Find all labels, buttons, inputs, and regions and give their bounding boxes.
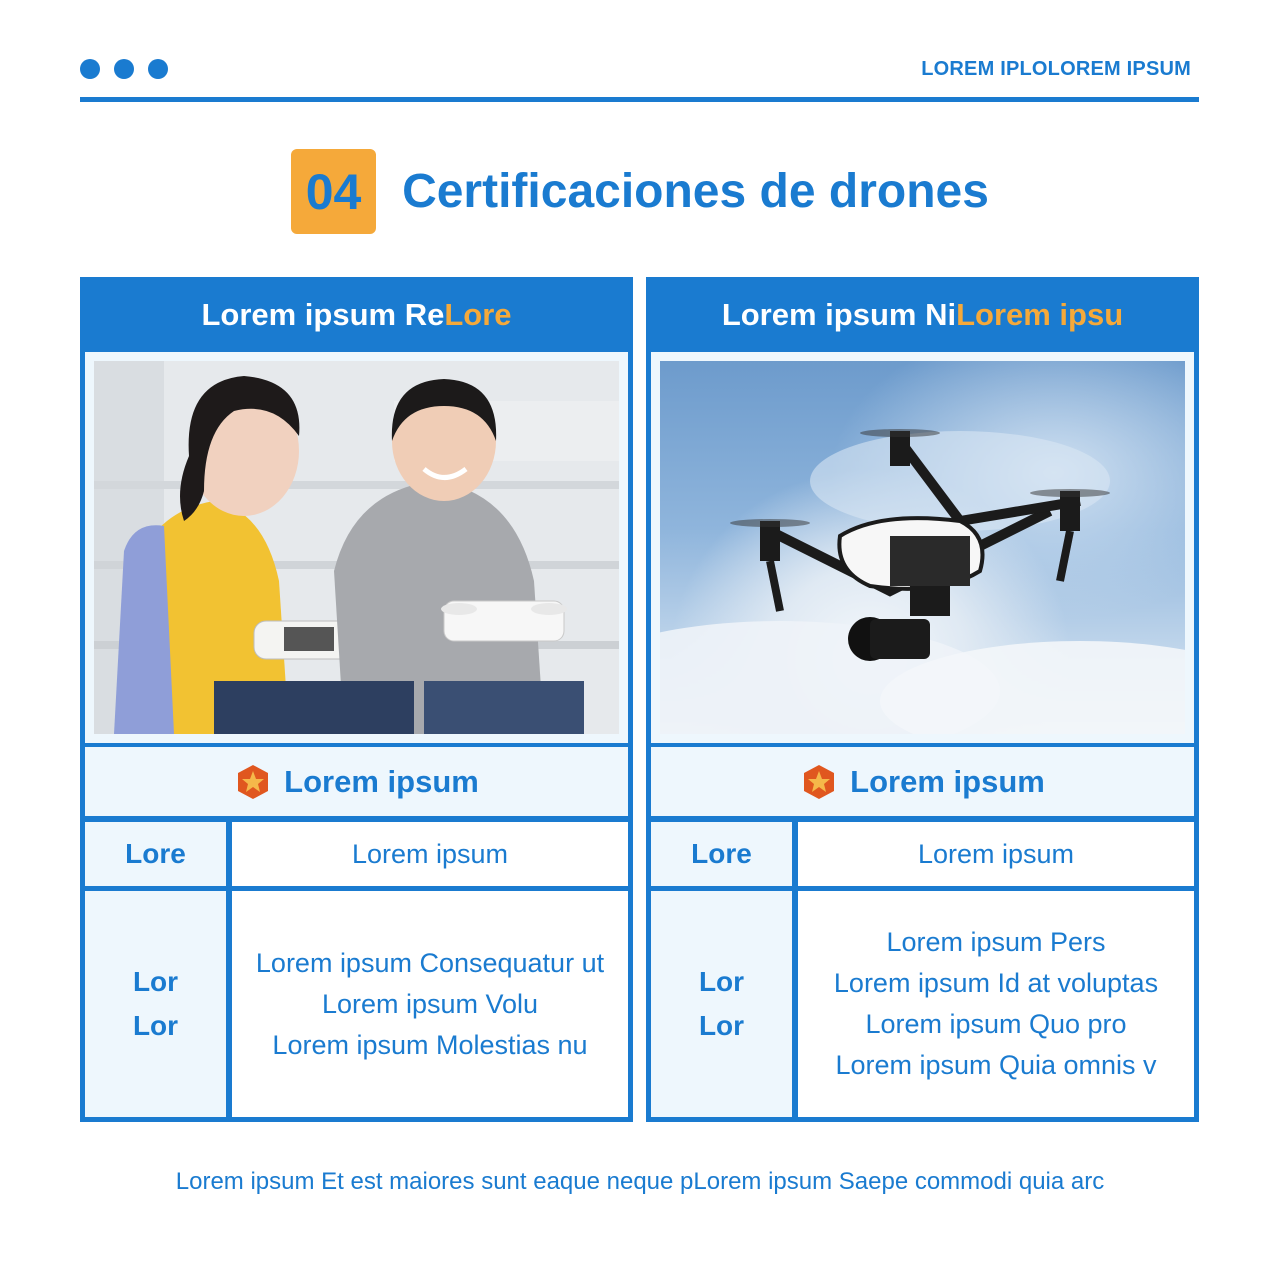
photo-illustration bbox=[660, 361, 1185, 734]
label-line: Lor bbox=[132, 1010, 179, 1041]
card-subheader bbox=[85, 747, 628, 816]
table-value-cell bbox=[232, 891, 628, 1117]
value-line: Lorem ipsum Molestias nu bbox=[272, 1029, 588, 1060]
dot-icon bbox=[114, 59, 134, 79]
table-value-cell bbox=[798, 822, 1194, 886]
page-title: Certificaciones de drones bbox=[402, 165, 989, 218]
table-label-cell bbox=[651, 891, 792, 1117]
card-header-main: Lorem ipsum Ni bbox=[721, 296, 957, 332]
photo-frame bbox=[85, 352, 628, 743]
photo-frame bbox=[651, 352, 1194, 743]
certification-card-right bbox=[646, 277, 1199, 1122]
label-line: Lor bbox=[698, 1010, 745, 1041]
card-header-accent: Lore bbox=[444, 296, 512, 332]
card-subheader-title: Lorem ipsum bbox=[850, 763, 1045, 799]
card-header-main: Lorem ipsum Re bbox=[201, 296, 445, 332]
label-line: Lore bbox=[691, 838, 752, 869]
card-subheader bbox=[651, 747, 1194, 816]
star-badge-icon bbox=[800, 763, 838, 801]
drone-in-sky-photo bbox=[660, 361, 1185, 734]
value-line: Lorem ipsum Pers bbox=[886, 927, 1106, 957]
title-row bbox=[0, 149, 1280, 234]
star-badge-icon bbox=[234, 763, 272, 801]
table-label-cell bbox=[85, 822, 226, 886]
section-number-badge: 04 bbox=[291, 149, 376, 234]
window-dots bbox=[80, 59, 168, 79]
table-label-cell bbox=[85, 891, 226, 1117]
photo-illustration bbox=[94, 361, 619, 734]
table-label-cell bbox=[651, 822, 792, 886]
table-value-cell bbox=[798, 891, 1194, 1117]
table-value-cell bbox=[232, 822, 628, 886]
label-line: Lor bbox=[698, 966, 745, 997]
value-line: Lorem ipsum bbox=[917, 838, 1075, 869]
value-line: Lorem ipsum Id at voluptas bbox=[833, 968, 1159, 998]
label-line: Lore bbox=[125, 838, 186, 869]
dot-icon bbox=[148, 59, 168, 79]
students-with-drone-controller-photo bbox=[94, 361, 619, 734]
top-bar bbox=[80, 56, 1199, 102]
card-subheader-title: Lorem ipsum bbox=[284, 763, 479, 799]
card-header-accent: Lorem ipsu bbox=[956, 296, 1124, 332]
dot-icon bbox=[80, 59, 100, 79]
label-line: Lor bbox=[132, 966, 179, 997]
brand-label: LOREM IPLOLOREM IPSUM bbox=[921, 58, 1191, 80]
footer-note: Lorem ipsum Et est maiores sunt eaque neque pLorem ipsum Saepe commodi quia arc bbox=[175, 1168, 1105, 1195]
value-line: Lorem ipsum Consequatur ut bbox=[255, 947, 605, 978]
card-header bbox=[80, 277, 633, 352]
value-line: Lorem ipsum Volu bbox=[321, 988, 539, 1019]
value-line: Lorem ipsum Quo pro bbox=[865, 1009, 1127, 1039]
certification-card-left bbox=[80, 277, 633, 1122]
value-line: Lorem ipsum Quia omnis v bbox=[835, 1050, 1157, 1080]
value-line: Lorem ipsum bbox=[351, 838, 509, 869]
card-header bbox=[646, 277, 1199, 352]
